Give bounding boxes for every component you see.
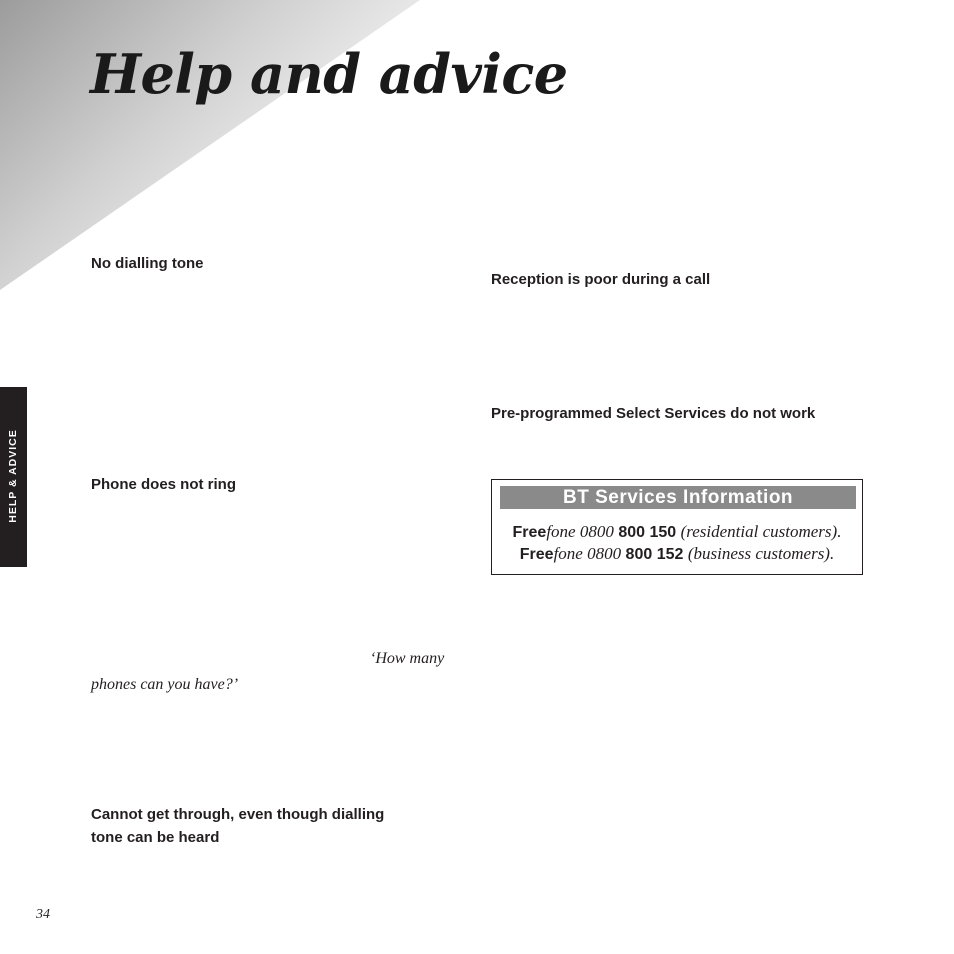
bt-services-info-box	[491, 479, 863, 575]
heading-no-dialling-tone: No dialling tone	[91, 255, 204, 272]
free-label: Free	[512, 524, 547, 541]
phone-number: 800 150	[618, 524, 677, 541]
heading-reception-poor: Reception is poor during a call	[491, 271, 711, 288]
page-number: 34	[36, 907, 50, 922]
heading-cannot-get-through-line1: Cannot get through, even though dialling	[91, 806, 385, 823]
residential-freefone-line	[492, 521, 862, 544]
phone-number: 800 152	[625, 546, 684, 563]
fone-prefix: fone 0800	[553, 544, 622, 563]
customer-note: (business customers).	[687, 544, 835, 563]
how-many-phones-reference-part1: ‘How many	[370, 650, 445, 667]
heading-phone-does-not-ring: Phone does not ring	[91, 476, 236, 493]
heading-select-services: Pre-programmed Select Services do not work	[491, 405, 816, 422]
fone-prefix: fone 0800	[546, 522, 614, 541]
business-freefone-line	[492, 543, 862, 566]
page-title: Help and advice	[90, 42, 568, 106]
heading-cannot-get-through-line2: tone can be heard	[91, 829, 220, 846]
customer-note: (residential customers).	[680, 522, 842, 541]
info-box-title: BT Services Information	[500, 486, 856, 509]
how-many-phones-reference-part2: phones can you have?’	[91, 676, 239, 693]
free-label: Free	[519, 546, 554, 563]
side-tab-label: HELP & ADVICE	[7, 429, 19, 523]
